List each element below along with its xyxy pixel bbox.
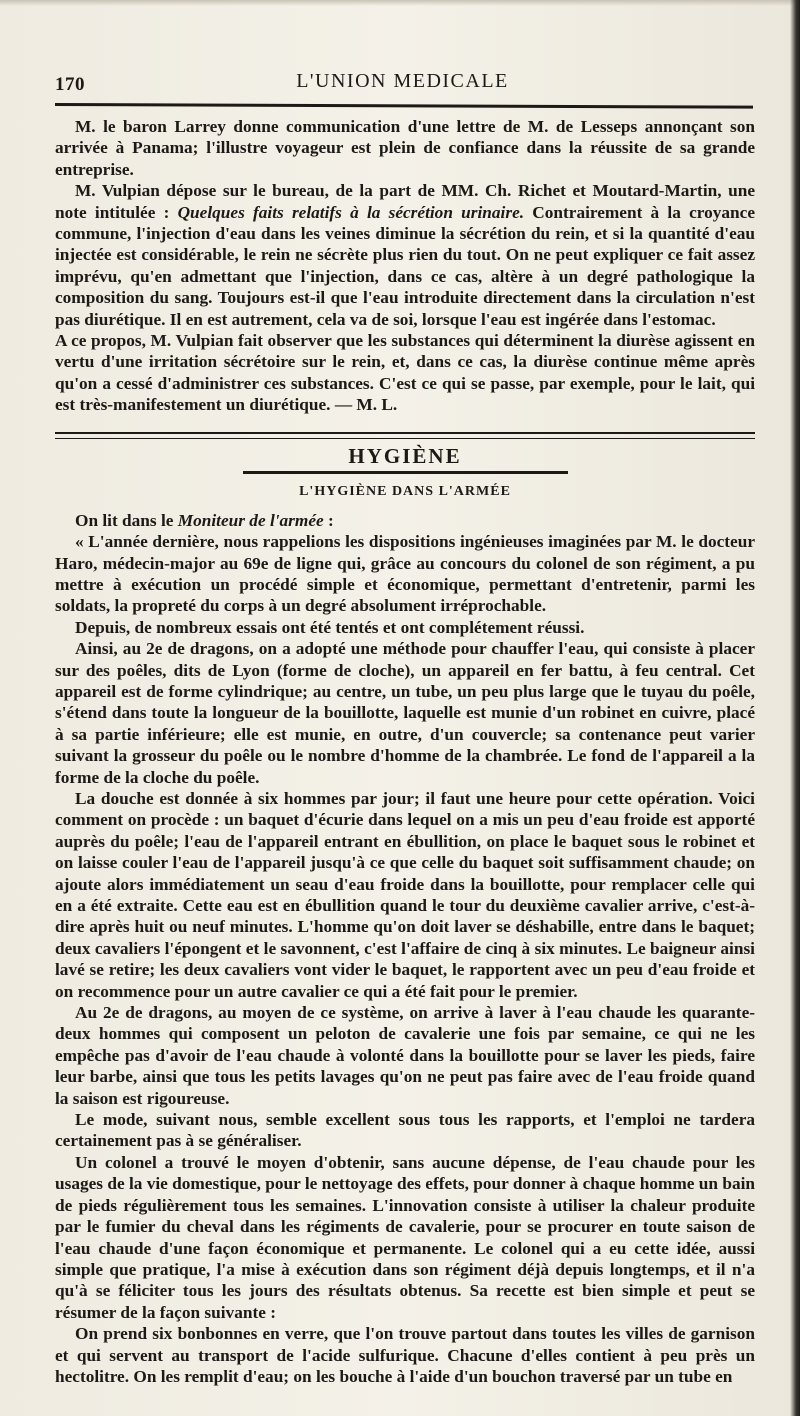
vulpian-intro: M. Vulpian dépose sur le bureau, de la part de MM. Ch. Richet et Moutard-Martin, une note intitulée :	[55, 181, 755, 222]
page-top-shadow	[0, 0, 800, 6]
section-title: HYGIÈNE	[348, 443, 462, 468]
journal-title: L'UNION MEDICALE	[296, 70, 509, 92]
article-paragraph: Un colonel a trouvé le moyen d'obtenir, sans aucune dépense, de l'eau chaude pour les usages de la vie domestique, pour le nettoyage des effets, pour donner à chaque homme un bain de pieds régulièrement tous les semaines. L'innovation consiste à utiliser la chaleur produite par le fumier du cheval dans les régiments de cavalerie, pour se procurer en toute saison de l'eau chaude d'une façon économique et permanente. Le colonel qui a eu cette idée, aussi simple que pratique, l'a mise à exécution dans son régiment déjà depuis longtemps, et il n'a qu'à se féliciter tous les jours des résultats obtenus. Sa recette est bien simple et peut se résumer de la façon suivante :	[55, 1152, 755, 1322]
article-paragraph: Le mode, suivant nous, semble excellent sous tous les rapports, et l'emploi ne tardera certainement pas à se généraliser.	[55, 1110, 755, 1151]
article-paragraph: Ainsi, au 2e de dragons, on a adopté une méthode pour chauffer l'eau, qui consiste à placer sur des poêles, dits de Lyon (forme de cloche), un appareil en fer battu, à feu central. Cet appareil est de forme cylindrique; au centre, un tube, un peu plus large que le tuyau du poêle, s'étend dans toute la longueur de la bouillotte, laquelle est munie d'un robinet en cuivre, placé à sa partie inférieure; elle est munie, en outre, d'un couvercle; sa contenance peut varier suivant la grosseur du poêle ou le nombre d'homme de la chambrée. Le fond de l'appareil a la forme de la cloche du poêle.	[55, 639, 755, 787]
section-title-rule	[243, 471, 568, 474]
diuresis-paragraph: A ce propos, M. Vulpian fait observer que les substances qui déterminent la diurèse agissent en vertu d'une irritation sécrétoire sur le rein, et, dans ce cas, la diurèse continue même après qu'on a cessé d'administrer ces substances. C'est ce qui se passe, par exemple, pour le lait, qui est très-manifestement un diurétique. — M. L.	[55, 331, 755, 415]
header-rule	[55, 103, 753, 109]
page-body	[55, 116, 755, 1387]
page-binding-edge	[790, 0, 800, 1416]
larrey-paragraph: M. le baron Larrey donne communication d'une lettre de M. de Lesseps annonçant son arrivée à Panama; l'illustre voyageur est plein de confiance dans la réussite de sa grande entreprise.	[55, 117, 755, 179]
section-divider	[55, 432, 755, 439]
vulpian-note-title: Quelques faits relatifs à la sécrétion urinaire.	[177, 202, 525, 222]
article-paragraph: On prend six bonbonnes en verre, que l'on trouve partout dans toutes les villes de garnison et qui servent au transport de l'acide sulfurique. Chacune d'elles contient à peu près un hectolitre. On les remplit d'eau; on les bouche à l'aide d'un bouchon traversé par un tube en	[55, 1324, 755, 1386]
lead-suffix: :	[323, 510, 334, 530]
article-paragraph: Au 2e de dragons, au moyen de ce système, on arrive à laver à l'eau chaude les quarante-deux hommes qui composent un peloton de cavalerie une fois par semaine, ce qui ne les empêche pas d'avoir de l'eau chaude à volonté dans la bouillotte pour se laver les pieds, faire leur barbe, ainsi que tous les petits lavages qu'on ne peut pas faire avec de l'eau froide quand la saison est rigoureuse.	[55, 1003, 755, 1108]
article-lead	[55, 510, 755, 531]
lead-source: Moniteur de l'armée	[177, 510, 324, 530]
article-title: L'HYGIÈNE DANS L'ARMÉE	[299, 483, 511, 499]
running-head	[55, 70, 750, 100]
article-paragraph: La douche est donnée à six hommes par jour; il faut une heure pour cette opération. Voici comment on procède : un baquet d'écurie dans lequel on a mis un peu d'eau froide est apporté auprès du poêle; l'eau de l'appareil entrant en ébullition, on place le baquet sous le robinet et on laisse couler l'eau de l'appareil jusqu'à ce que celle du baquet soit suffisamment chaude; on ajoute alors immédiatement un seau d'eau froide dans la bouillotte, pour remplacer celle qui en a été extraite. Cette eau est en ébullition quand le tour du deuxième cavalier arrive, c'est-à-dire après huit ou neuf minutes. L'homme qu'on doit laver se déshabille, entre dans le baquet; deux cavaliers l'épongent et le savonnent, c'est l'affaire de cinq à six minutes. Le baigneur ainsi lavé se retire; les deux cavaliers vont vider le baquet, le rapportent avec un peu d'eau froide et on recommence pour un autre cavalier ce qui a été fait pour le premier.	[55, 788, 755, 1001]
page-number: 170	[55, 74, 85, 95]
vulpian-paragraph	[55, 180, 755, 330]
article-paragraph: « L'année dernière, nous rappelions les dispositions ingénieuses imaginées par M. le docteur Haro, médecin-major au 69e de ligne qui, grâce au concours du colonel de son régiment, a pu mettre à exécution un procédé simple et économique, permettant d'entretenir, parmi les soldats, la propreté du corps à un degré absolument irréprochable.	[55, 532, 755, 616]
article-paragraph: Depuis, de nombreux essais ont été tentés et ont complétement réussi.	[75, 617, 585, 637]
vulpian-body: Contrairement à la croyance commune, l'injection d'eau dans les veines diminue la sécrétion du rein, et si la quantité d'eau injectée est considérable, le rein ne sécrète plus rien du tout. On ne peut expliquer ce fait assez imprévu, qu'en admettant que l'injection, dans ce cas, altère à un degré pathologique la composition du sang. Toujours est-il que l'eau introduite directement dans la circulation n'est pas diurétique. Il en est autrement, cela va de soi, lorsque l'eau est ingérée dans l'estomac.	[55, 202, 755, 329]
lead-prefix: On lit dans le	[75, 510, 178, 530]
